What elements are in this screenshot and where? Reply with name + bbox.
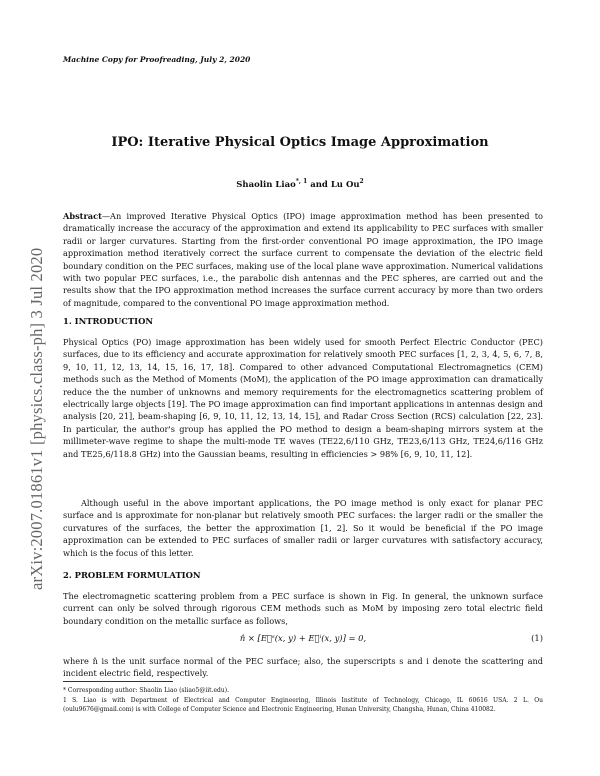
author-second: Lu Ou — [330, 179, 360, 190]
footnote-corresponding-author: * Corresponding author: Shaolin Liao (sliao5@iit.edu). — [63, 687, 229, 694]
author-second-marks: 2 — [359, 178, 364, 185]
equation-number: (1) — [531, 633, 543, 643]
section-heading-problem-formulation: 2. PROBLEM FORMULATION — [63, 570, 201, 580]
arxiv-sidebar-identifier: arXiv:2007.01861v1 [physics.class-ph] 3 Jul 2020 — [27, 247, 46, 590]
author-line — [0, 178, 600, 190]
intro-paragraph-1: Physical Optics (PO) image approximation has been widely used for smooth Perfect Electric Conductor (PEC) surfaces, due to its efficiency and accurate approximation for relatively smooth PEC surfaces [1, 2, 3, 4, 5, 6, 7, 8, 9, 10, 11, 12, 13, 14, 15, 16, 17, 18]. Compared to other advanced Computational Electromagnetics (CEM) methods such as the Method of Moments (MoM), the application of the PO image approximation can dramatically reduce the the number of unknowns and memory requirements for the electromagnetics scattering problem of electrically large objects [19]. The PO image approximation can find important applications in antennas design and analysis [20, 21], beam-shaping [6, 9, 10, 11, 12, 13, 14, 15], and Radar Cross Section (RCS) calculation [22, 23]. In particular, the author's group has applied the PO method to design a beam-shaping mirrors system at the millimeter-wave regime to shape the multi-mode TE waves (TE22,6/110 GHz, TE23,6/113 GHz, TE24,6/116 GHz and TE25,6/118.8 GHz) into the Gaussian beams, resulting in efficiencies > 98% [6, 9, 10, 11, 12]. — [63, 337, 543, 459]
paper-title: IPO: Iterative Physical Optics Image Approximation — [111, 135, 489, 150]
formulation-paragraph-1: The electromagnetic scattering problem from a PEC surface is shown in Fig. In general, the unknown surface current can only be solved through rigorous CEM methods such as MoM by imposing zero total electric field boundary condition on the metallic surface as follows, — [63, 591, 543, 626]
abstract — [63, 210, 543, 309]
section-heading-introduction: 1. INTRODUCTION — [63, 316, 154, 326]
formulation-paragraph-2: where n̂ is the unit surface normal of the PEC surface; also, the superscripts s and i denote the scattering and incident electric field, respectively. — [63, 656, 543, 679]
footnote-affiliations: 1 S. Liao is with Department of Electrical and Computer Engineering, Illinois Institute of Technology, Chicago, IL 60616 USA. 2 L. Ou (oulu9676@gmail.com) is with College of Computer Science and Electronic Engineering, Hunan University, Changsha, Hunan, China 410082. — [63, 697, 543, 713]
equation-body: n̂ × [E⃗ˢ(x, y) + E⃗ⁱ(x, y)] = 0, — [239, 633, 367, 643]
proof-header-note: Machine Copy for Proofreading, July 2, 2020 — [63, 55, 251, 64]
equation-1 — [63, 633, 543, 649]
abstract-text: —An improved Iterative Physical Optics (IPO) image approximation method has been presented to dramatically increase the accuracy of the approximation and extend its applicability to PEC surfaces with smaller radii or larger curvatures. Starting from the first-order conventional PO image approximation, the IPO image approximation method iteratively correct the surface current to compensate the deviation of the electric field boundary condition on the PEC surfaces, making use of the local plane wave approximation. Numerical validations with two popular PEC surfaces, i.e., the parabolic dish antennas and the PEC spheres, are carried out and the results show that the IPO approximation method increases the surface current accuracy by more than two orders of magnitude, compared to the conventional PO image approximation method. — [63, 211, 543, 308]
author-first: Shaolin Liao — [236, 179, 296, 190]
footnote-rule — [63, 681, 173, 682]
author-first-marks: *, 1 — [295, 178, 308, 185]
author-connector: and — [310, 179, 328, 190]
intro-paragraph-2: Although useful in the above important applications, the PO image method is only exact for planar PEC surface and is approximate for non-planar but relatively smooth PEC surfaces: the larger radii or the smaller the curvatures of the surfaces, the better the approximation [1, 2]. So it would be beneficial if the PO image approximation can be extended to PEC surfaces of smaller radii or larger curvatures with satisfactory accuracy, which is the focus of this letter. — [63, 498, 543, 558]
abstract-label: Abstract — [63, 211, 102, 221]
